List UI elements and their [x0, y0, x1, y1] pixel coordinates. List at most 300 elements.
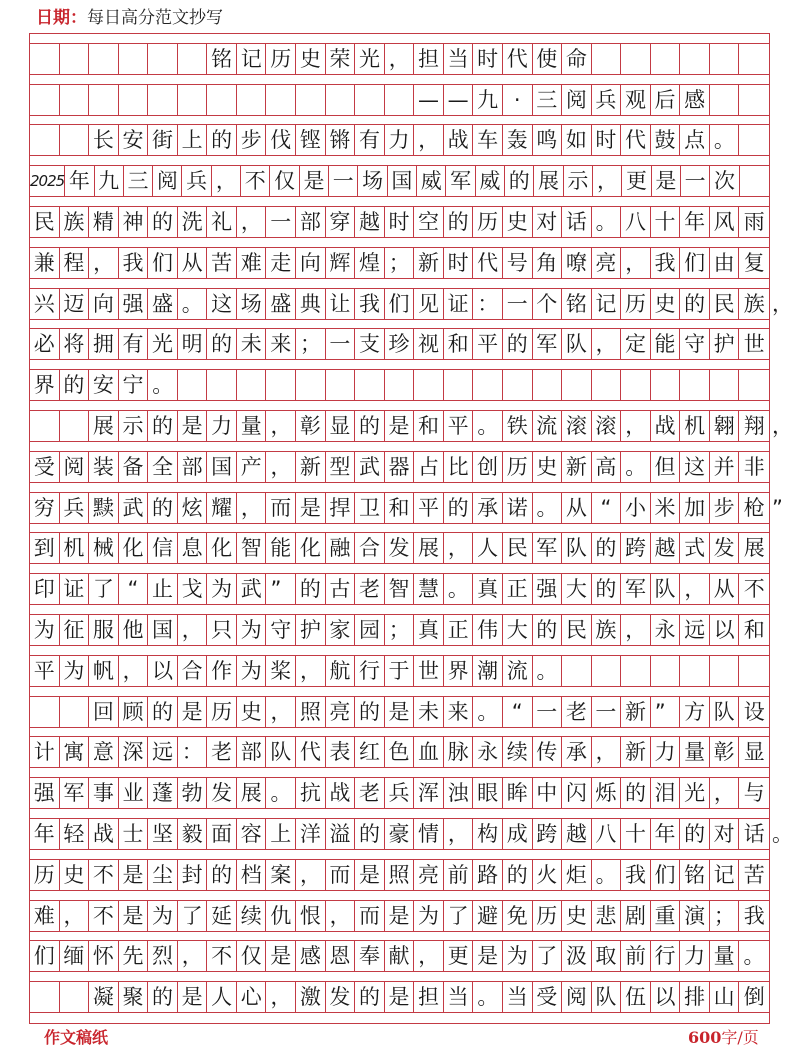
- grid-cell: [326, 370, 356, 400]
- composition-grid-paper: [29, 33, 793, 1024]
- grid-cell: 步: [237, 125, 267, 155]
- grid-cell: 量: [237, 411, 267, 441]
- grid-cell: 对: [710, 819, 740, 849]
- grid-cell: ，: [119, 656, 149, 686]
- grid-cell: 化: [296, 533, 326, 563]
- grid-cell: 难: [30, 901, 60, 931]
- grid-cell: 未: [237, 329, 267, 359]
- grid-cell: 越: [562, 819, 592, 849]
- grid-cell: 深: [119, 737, 149, 767]
- grid-cell: 阅: [562, 982, 592, 1012]
- text-row: [30, 493, 783, 524]
- row-gap: [30, 850, 769, 860]
- grid-cell: 军: [533, 533, 563, 563]
- grid-cell: 时: [444, 248, 474, 278]
- grid-cell: 从: [562, 493, 592, 523]
- grid-cell: 的: [148, 982, 178, 1012]
- grid-cell: 三: [533, 85, 563, 115]
- grid-cell: [621, 370, 651, 400]
- grid-cell: 守: [680, 329, 710, 359]
- grid-cell: 闪: [562, 778, 592, 808]
- grid-cell: 们: [385, 289, 415, 319]
- grid-cell: 光: [355, 44, 385, 74]
- grid-cell: 年: [651, 819, 681, 849]
- grid-cell: 铭: [562, 289, 592, 319]
- grid-cell: 族 ，: [739, 289, 769, 319]
- grid-cell: 是: [119, 901, 149, 931]
- grid-cell: 传: [533, 737, 563, 767]
- row-gap: [30, 360, 769, 370]
- grid-cell: 新: [621, 737, 651, 767]
- grid-cell: 合: [178, 656, 208, 686]
- row-gap: [30, 768, 769, 778]
- margin-punctuation: ”: [771, 495, 783, 520]
- grid-cell: 智: [385, 574, 415, 604]
- grid-cell: 史: [237, 697, 267, 727]
- grid-cell: —: [444, 85, 474, 115]
- grid-cell: 力: [385, 125, 415, 155]
- grid-cell: 兵: [592, 85, 622, 115]
- grid-cell: 人: [207, 982, 237, 1012]
- grid-cell: 承: [473, 493, 503, 523]
- grid-cell: 时: [592, 125, 622, 155]
- subtitle-row: [30, 85, 769, 116]
- grid-cell: 信: [148, 533, 178, 563]
- grid-cell: 诺: [503, 493, 533, 523]
- grid-cell: ，: [621, 248, 651, 278]
- grid-cell: 眸: [503, 778, 533, 808]
- grid-cell: 与: [743, 781, 765, 806]
- grid-cell: [621, 656, 651, 686]
- grid-cell: [30, 44, 60, 74]
- grid-cell: 展: [743, 536, 765, 561]
- grid-cell: 发: [710, 533, 740, 563]
- grid-cell: 武: [355, 452, 385, 482]
- grid-cell: 取: [592, 941, 622, 971]
- grid-cell: 展: [89, 411, 119, 441]
- grid-cell: 黩: [89, 493, 119, 523]
- grid-cell: [739, 85, 769, 115]
- grid-cell: 了: [533, 941, 563, 971]
- grid-cell: 案: [266, 860, 296, 890]
- grid-cell: 式: [680, 533, 710, 563]
- grid-cell: 向: [89, 289, 119, 319]
- paper-type-label: 作文稿纸: [44, 1028, 109, 1047]
- grid-cell: 证: [444, 289, 474, 319]
- grid-cell: 观: [621, 85, 651, 115]
- grid-cell: 了: [89, 574, 119, 604]
- grid-cell: [651, 44, 681, 74]
- grid-cell: 典: [296, 289, 326, 319]
- grid-cell: 泪: [651, 778, 681, 808]
- grid-cell: 从: [178, 248, 208, 278]
- grid-cell: 献: [385, 941, 415, 971]
- grid-cell: 历: [207, 697, 237, 727]
- grid-cell: 不: [743, 577, 765, 602]
- grid-cell: 显: [743, 740, 765, 765]
- text-row: [30, 533, 769, 564]
- grid-cell: 感: [680, 85, 710, 115]
- grid-cell: 必: [30, 329, 60, 359]
- text-row: [30, 207, 769, 238]
- text-row: [30, 860, 769, 891]
- grid-cell: 翱: [710, 411, 740, 441]
- grid-cell: 寓: [60, 737, 90, 767]
- grid-cell: [119, 85, 149, 115]
- grid-cell: ，: [326, 901, 356, 931]
- grid-cell: 嘹: [562, 248, 592, 278]
- grid-cell: 悲: [592, 901, 622, 931]
- grid-cell: 红: [355, 737, 385, 767]
- grid-cell: 一: [503, 289, 533, 319]
- grid-cell: 。: [178, 289, 208, 319]
- grid-cell: 鼓: [651, 125, 681, 155]
- grid-cell: 穷: [30, 493, 60, 523]
- grid-cell: 老: [562, 697, 592, 727]
- grid-cell: 而: [326, 860, 356, 890]
- text-row: [30, 901, 769, 932]
- grid-cell: 战: [89, 819, 119, 849]
- grid-cell: 示: [564, 166, 593, 196]
- text-row: [30, 778, 769, 809]
- grid-cell: 轰: [503, 125, 533, 155]
- grid-cell: 荣: [326, 44, 356, 74]
- grid-cell: 军: [621, 574, 651, 604]
- grid-cell: 力: [680, 941, 710, 971]
- grid-cell: 一: [266, 207, 296, 237]
- grid-cell: [621, 44, 651, 74]
- grid-cell: 2025: [30, 166, 65, 196]
- grid-cell: 我: [621, 860, 651, 890]
- grid-cell: 溢: [326, 819, 356, 849]
- grid-cell: 场: [358, 166, 387, 196]
- grid-cell: 时: [473, 44, 503, 74]
- grid-cell: 人: [473, 533, 503, 563]
- grid-cell: [592, 44, 622, 74]
- grid-cell: ，: [414, 941, 444, 971]
- grid-cell: 部: [178, 452, 208, 482]
- grid-cell: [385, 370, 415, 400]
- grid-cell: 。: [621, 452, 651, 482]
- grid-cell: [296, 85, 326, 115]
- grid-cell: 的: [444, 207, 474, 237]
- grid-cell: ，: [178, 941, 208, 971]
- grid-cell: 的: [592, 574, 622, 604]
- grid-cell: 仅: [270, 166, 299, 196]
- grid-cell: 加: [680, 493, 710, 523]
- grid-cell: 。: [473, 982, 503, 1012]
- text-row: [30, 370, 769, 401]
- grid-cell: 占: [414, 452, 444, 482]
- grid-cell: 凝: [89, 982, 119, 1012]
- grid-cell: [60, 44, 90, 74]
- grid-cell: 化: [207, 533, 237, 563]
- grid-cell: [592, 656, 622, 686]
- grid-cell: 显: [326, 411, 356, 441]
- grid-cell: 队: [562, 329, 592, 359]
- grid-cell: 帆: [89, 656, 119, 686]
- grid-cell: 平: [414, 493, 444, 523]
- grid-cell: 表: [326, 737, 356, 767]
- grid-cell: 排: [680, 982, 710, 1012]
- text-row: [30, 452, 769, 483]
- grid-cell: 远: [148, 737, 178, 767]
- grid-cell: 士: [119, 819, 149, 849]
- grid-cell: [710, 44, 740, 74]
- grid-cell: 话: [562, 207, 592, 237]
- grid-cell: [739, 125, 769, 155]
- grid-cell: ，: [592, 737, 622, 767]
- grid-cell: 雨: [743, 209, 765, 234]
- grid-cell: 不: [89, 860, 119, 890]
- grid-cell: 智: [237, 533, 267, 563]
- grid-cell: 八: [621, 207, 651, 237]
- grid-cell: 行: [355, 656, 385, 686]
- grid-cell: 记: [237, 44, 267, 74]
- grid-cell: 息: [178, 533, 208, 563]
- grid-cell: 记: [710, 860, 740, 890]
- grid-cell: 山: [710, 982, 740, 1012]
- grid-cell: 业: [119, 778, 149, 808]
- grid-cell: [710, 656, 740, 686]
- grid-cell: 步: [710, 493, 740, 523]
- grid-cell: 民: [503, 533, 533, 563]
- grid-cell: [60, 697, 90, 727]
- grid-cell: 平: [444, 411, 474, 441]
- grid-cell: 我: [119, 248, 149, 278]
- grid-cell: 家: [326, 615, 356, 645]
- grid-cell: “: [503, 697, 533, 727]
- row-gap: [30, 197, 769, 207]
- row-gap: [30, 646, 769, 656]
- grid-cell: 意: [89, 737, 119, 767]
- grid-cell: 上: [266, 819, 296, 849]
- grid-cell: 强: [533, 574, 563, 604]
- grid-cell: 是: [178, 697, 208, 727]
- grid-cell: 他: [119, 615, 149, 645]
- grid-cell: 街: [148, 125, 178, 155]
- grid-cell: 。: [533, 493, 563, 523]
- grid-cell: 备: [119, 452, 149, 482]
- grid-cell: ；: [385, 248, 415, 278]
- row-gap: [30, 809, 769, 819]
- grid-cell: 从: [710, 574, 740, 604]
- grid-cell: [739, 656, 769, 686]
- grid-cell: 的: [355, 411, 385, 441]
- grid-cell: 安: [119, 125, 149, 155]
- grid-cell: 部: [237, 737, 267, 767]
- grid-cell: 史: [533, 452, 563, 482]
- grid-cell: 型: [326, 452, 356, 482]
- grid-cell: 受: [533, 982, 563, 1012]
- grid-cell: 能: [266, 533, 296, 563]
- grid-cell: [385, 85, 415, 115]
- grid-cell: 以: [710, 615, 740, 645]
- grid-cell: 怀: [89, 941, 119, 971]
- char-count: 600: [688, 1028, 722, 1047]
- row-gap: [30, 524, 769, 534]
- grid-cell: 以: [651, 982, 681, 1012]
- grid-cell: [266, 370, 296, 400]
- grid-cell: [503, 370, 533, 400]
- grid-cell: 。: [148, 370, 178, 400]
- grid-cell: 苦: [743, 862, 765, 887]
- text-row: [30, 656, 769, 687]
- grid-cell: 高: [592, 452, 622, 482]
- grid-cell: 仇: [266, 901, 296, 931]
- grid-cell: 的: [444, 493, 474, 523]
- row-gap: [30, 116, 769, 126]
- grid-cell: [30, 125, 60, 155]
- grid-cell: 部: [296, 207, 326, 237]
- grid-cell: 烁: [592, 778, 622, 808]
- grid-cell: 代: [473, 248, 503, 278]
- grid-cell: 汲: [562, 941, 592, 971]
- grid-cell: 点: [680, 125, 710, 155]
- grid-cell: 洗: [178, 207, 208, 237]
- grid-cell: 枪 ”: [739, 493, 769, 523]
- grid-cell: 于: [385, 656, 415, 686]
- grid-cell: [178, 370, 208, 400]
- grid-cell: 长: [89, 125, 119, 155]
- grid-cell: 有: [119, 329, 149, 359]
- grid-cell: 为: [207, 574, 237, 604]
- grid-cell: 伟: [473, 615, 503, 645]
- grid-cell: ，: [178, 615, 208, 645]
- grid-cell: ，: [592, 329, 622, 359]
- grid-cell: 的: [505, 166, 534, 196]
- grid-cell: 是: [266, 941, 296, 971]
- grid-cell: 印: [30, 574, 60, 604]
- row-gap: [30, 728, 769, 738]
- grid-cell: 色: [385, 737, 415, 767]
- grid-cell: 历: [266, 44, 296, 74]
- grid-cell: 炬: [562, 860, 592, 890]
- grid-cell: 护: [296, 615, 326, 645]
- grid-cell: 更: [444, 941, 474, 971]
- grid-cell: 阅: [153, 166, 182, 196]
- grid-cell: 械: [89, 533, 119, 563]
- grid-cell: 如: [562, 125, 592, 155]
- grid-cell: 蓬: [148, 778, 178, 808]
- grid-cell: 的: [680, 289, 710, 319]
- grid-cell: [651, 370, 681, 400]
- grid-cell: 的: [355, 697, 385, 727]
- grid-cell: 使: [533, 44, 563, 74]
- grid-cell: 平: [473, 329, 503, 359]
- grid-cell: 。: [533, 656, 563, 686]
- grid-cell: [119, 44, 149, 74]
- grid-cell: ，: [237, 493, 267, 523]
- grid-cell: 比: [444, 452, 474, 482]
- grid-cell: 米: [651, 493, 681, 523]
- row-gap: [30, 34, 769, 44]
- grid-cell: 见: [414, 289, 444, 319]
- grid-cell: 真: [414, 615, 444, 645]
- grid-cell: 向: [296, 248, 326, 278]
- grid-cell: 阅: [562, 85, 592, 115]
- grid-cell: 园: [355, 615, 385, 645]
- grid-cell: 奉: [355, 941, 385, 971]
- grid-cell: 代: [621, 125, 651, 155]
- grid-cell: 神: [119, 207, 149, 237]
- grid-cell: 毅: [178, 819, 208, 849]
- grid-cell: 能: [651, 329, 681, 359]
- grid-cell: 未: [414, 697, 444, 727]
- grid-cell: 发: [326, 982, 356, 1012]
- grid-cell: 兵: [385, 778, 415, 808]
- grid-cell: ，: [621, 615, 651, 645]
- grid-cell: 话 。: [739, 819, 769, 849]
- grid-cell: 时: [385, 207, 415, 237]
- grid-cell: 的: [207, 329, 237, 359]
- row-gap: [30, 238, 769, 248]
- grid-cell: 军: [446, 166, 475, 196]
- grid-cell: 新: [562, 452, 592, 482]
- grid-cell: 真: [473, 574, 503, 604]
- grid-cell: 当: [444, 982, 474, 1012]
- grid-cell: 我: [651, 248, 681, 278]
- grid-cell: 展: [414, 533, 444, 563]
- grid-cell: 流: [503, 656, 533, 686]
- text-row: [30, 615, 769, 646]
- grid-cell: 程: [60, 248, 90, 278]
- grid-cell: 队: [651, 574, 681, 604]
- grid-cell: [355, 85, 385, 115]
- text-row: [30, 737, 769, 768]
- grid-cell: 老: [355, 574, 385, 604]
- grid-cell: 的: [207, 125, 237, 155]
- grid-cell: 顾: [119, 697, 149, 727]
- grid-cell: 由: [710, 248, 740, 278]
- grid-cell: 拥: [89, 329, 119, 359]
- grid-cell: 路: [473, 860, 503, 890]
- grid-cell: ，: [266, 982, 296, 1012]
- grid-cell: 剧: [621, 901, 651, 931]
- grid-cell: 兵: [60, 493, 90, 523]
- grid-cell: ，: [212, 166, 241, 196]
- grid-cell: 一: [533, 697, 563, 727]
- grid-cell: 这: [207, 289, 237, 319]
- grid-cell: 历: [30, 860, 60, 890]
- row-gap: [30, 279, 769, 289]
- grid-cell: 光: [148, 329, 178, 359]
- grid-cell: ，: [621, 411, 651, 441]
- grid-cell: 史: [60, 860, 90, 890]
- grid-cell: 慧: [414, 574, 444, 604]
- grid-cell: 重: [651, 901, 681, 931]
- grid-cell: 的: [296, 574, 326, 604]
- grid-cell: 受: [30, 452, 60, 482]
- grid-cell: 心: [237, 982, 267, 1012]
- grid-cell: 历: [473, 207, 503, 237]
- grid-cell: 史: [296, 44, 326, 74]
- grid-cell: 盛: [266, 289, 296, 319]
- grid-cell: 珍: [385, 329, 415, 359]
- grid-cell: 非: [743, 454, 765, 479]
- grid-cell: 越: [651, 533, 681, 563]
- grid-cell: 新: [414, 248, 444, 278]
- grid-cell: 当: [503, 982, 533, 1012]
- grid-cell: [266, 85, 296, 115]
- row-gap: [30, 156, 769, 166]
- grid-cell: 器: [385, 452, 415, 482]
- grid-cell: 耀: [207, 493, 237, 523]
- grid-cell: [680, 656, 710, 686]
- grid-cell: [30, 85, 60, 115]
- grid-cell: [148, 85, 178, 115]
- grid-cell: 发: [385, 533, 415, 563]
